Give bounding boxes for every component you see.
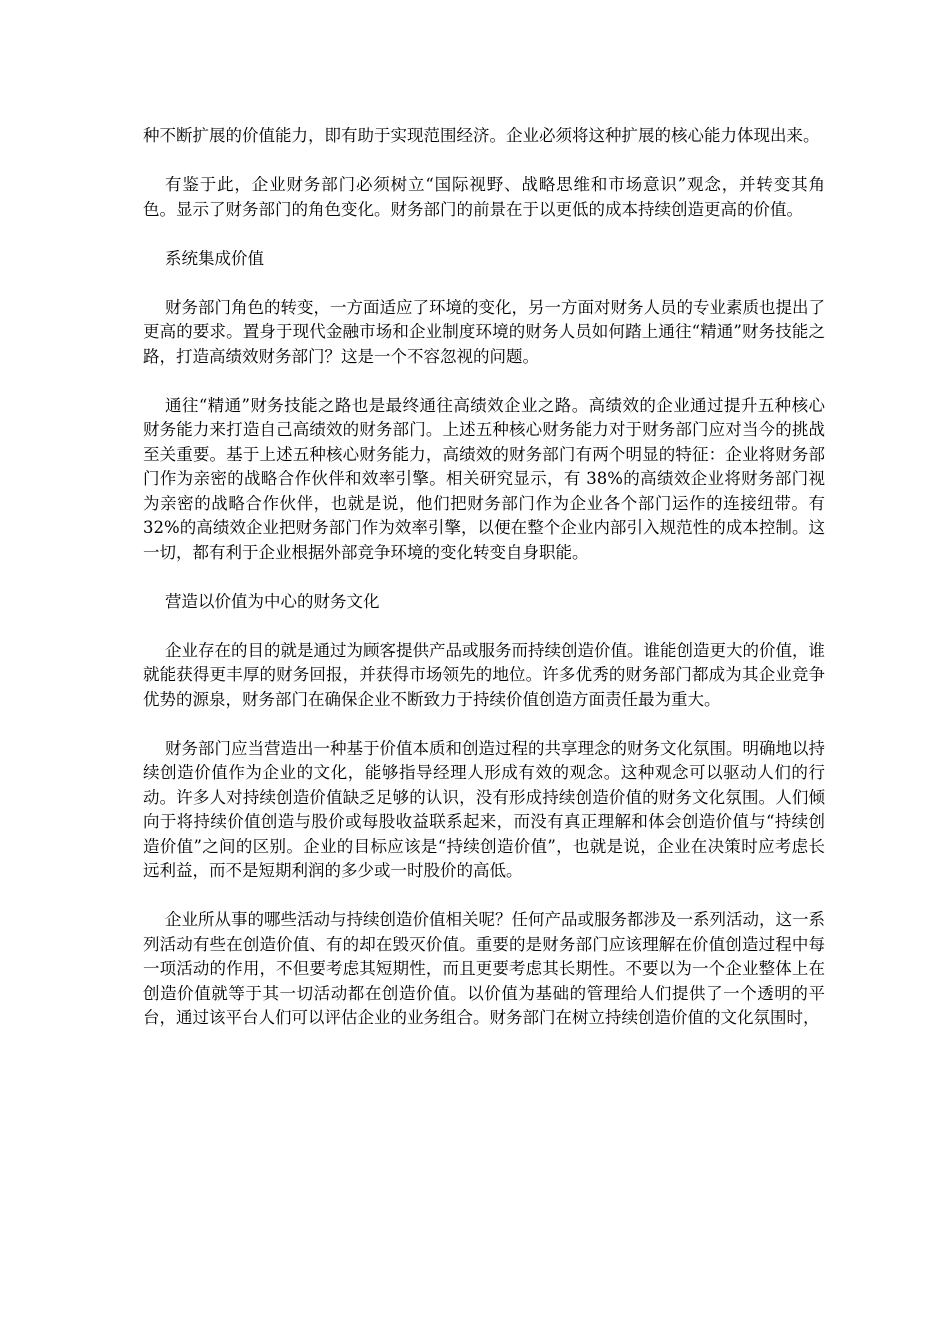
paragraph-purpose: 企业存在的目的就是通过为顾客提供产品或服务而持续创造价值。谁能创造更大的价值，谁就能获得更丰厚的财务回报，并获得市场领先的地位。许多优秀的财务部门都成为其企业竞争优势的源泉，财务部门在确保企业不断致力于持续价值创造方面责任最为重大。	[143, 640, 825, 709]
document-page	[143, 124, 825, 1055]
section-heading-value-culture: 营造以价值为中心的财务文化	[165, 591, 380, 611]
paragraph-high-performance: 通往“精通”财务技能之路也是最终通往高绩效企业之路。高绩效的企业通过提升五种核心财务能力来打造自己高绩效的财务部门。上述五种核心财务能力对于财务部门应对当今的挑战至关重要。基于上述五种核心财务能力，高绩效的财务部门有两个明显的特征：企业将财务部门作为亲密的战略合作伙伴和效率引擎。相关研究显示，有 38%的高绩效企业将财务部门视为亲密的战略合作伙伴，也就是说，他们把财务部门作为企业各个部门运作的连接纽带。有 32%的高绩效企业把财务部门作为效率引擎，以便在整个企业内部引入规范性的成本控制。这一切，都有利于企业根据外部竞争环境的变化转变自身职能。	[143, 395, 825, 562]
section-heading-system-integration: 系统集成价值	[165, 248, 264, 268]
paragraph-continuation: 种不断扩展的价值能力，即有助于实现范围经济。企业必须将这种扩展的核心能力体现出来。	[143, 126, 820, 145]
paragraph-culture-atmosphere: 财务部门应当营造出一种基于价值本质和创造过程的共享理念的财务文化氛围。明确地以持续创造价值作为企业的文化，能够指导经理人形成有效的观念。这种观念可以驱动人们的行动。许多人对持续创造价值缺乏足够的认识，没有形成持续创造价值的财务文化氛围。人们倾向于将持续价值创造与股价或每股收益联系起来，而没有真正理解和体会创造价值与“持续创造价值”之间的区别。企业的目标应该是“持续创造价值”，也就是说，企业在决策时应考虑长远利益，而不是短期利润的多少或一时股价的高低。	[143, 738, 825, 880]
paragraph-role-transformation: 财务部门角色的转变，一方面适应了环境的变化，另一方面对财务人员的专业素质也提出了更高的要求。置身于现代金融市场和企业制度环境的财务人员如何踏上通往“精通”财务技能之路，打造高绩效财务部门？这是一个不容忽视的问题。	[143, 297, 825, 366]
paragraph-role-change: 有鉴于此，企业财务部门必须树立“国际视野、战略思维和市场意识”观念，并转变其角色。显示了财务部门的角色变化。财务部门的前景在于以更低的成本持续创造更高的价值。	[143, 175, 825, 219]
paragraph-activities: 企业所从事的哪些活动与持续创造价值相关呢？任何产品或服务都涉及一系列活动，这一系列活动有些在创造价值、有的却在毁灭价值。重要的是财务部门应该理解在价值创造过程中每一项活动的作用，不但要考虑其短期性，而且更要考虑其长期性。不要以为一个企业整体上在创造价值就等于其一切活动都在创造价值。以价值为基础的管理给人们提供了一个透明的平台，通过该平台人们可以评估企业的业务组合。财务部门在树立持续创造价值的文化氛围时，	[143, 910, 825, 1027]
